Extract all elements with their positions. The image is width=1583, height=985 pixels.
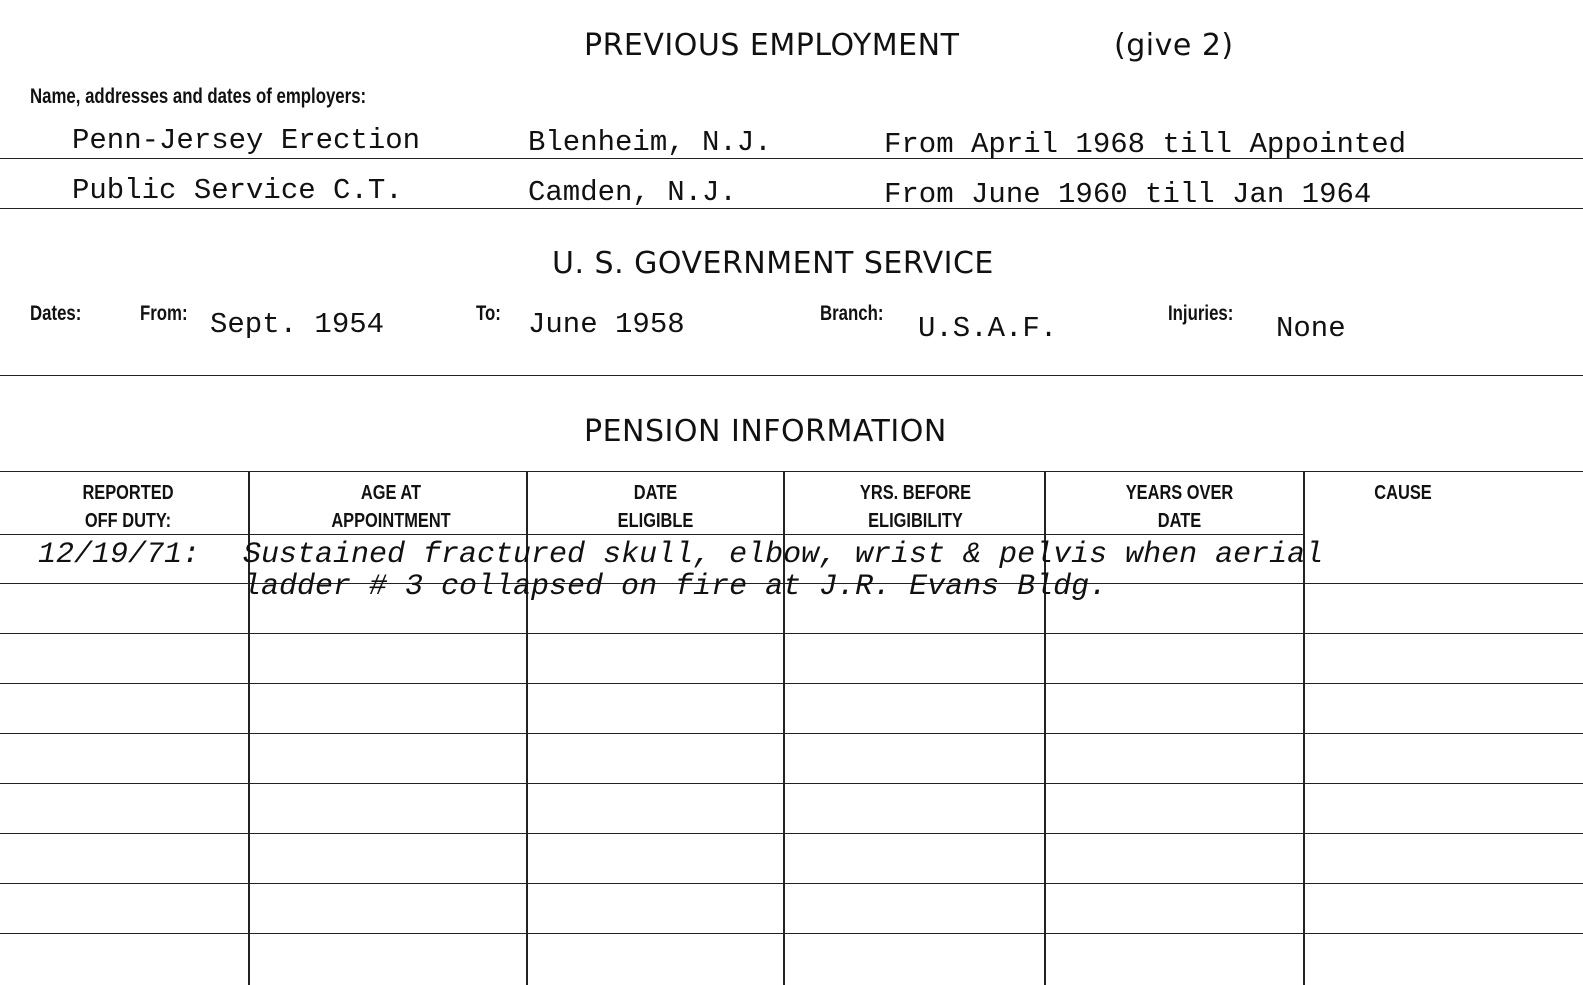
employer-1-rule [0,158,1583,159]
pension-row-rule [0,633,1583,634]
dates-label: Dates: [30,302,82,325]
employer-1-name: Penn-Jersey Erection [72,124,421,157]
to-value: June 1958 [528,308,685,341]
employer-1-dates: From April 1968 till Appointed [884,128,1407,161]
from-value: Sept. 1954 [210,308,385,341]
employer-2-name: Public Service C.T. [72,174,403,207]
government-service-rule [0,375,1583,376]
injuries-value: None [1276,312,1346,345]
give-two-note: (give 2) [1114,28,1234,63]
employers-label: Name, addresses and dates of employers: [30,85,367,108]
government-service-title: U. S. GOVERNMENT SERVICE [552,246,994,281]
previous-employment-title: PREVIOUS EMPLOYMENT [584,28,960,63]
employer-1-address: Blenheim, N.J. [528,126,772,159]
column-header-age-at-appointment: AGE AT APPOINTMENT [331,482,451,532]
pension-entry-line-2: ladder # 3 collapsed on fire at J.R. Evans Bldg. [243,570,1108,604]
pension-table-top-rule [0,471,1583,472]
column-header-cause: CAUSE [1374,482,1432,504]
from-label: From: [140,302,188,325]
pension-row-rule [0,783,1583,784]
column-header-reported-off-duty: REPORTED OFF DUTY: [82,482,174,532]
pension-row-rule [0,733,1583,734]
column-header-yrs-before-eligibility: YRS. BEFORE ELIGIBILITY [859,482,972,532]
employer-2-dates: From June 1960 till Jan 1964 [884,178,1372,211]
pension-row-rule [0,933,1583,934]
employer-2-rule [0,208,1583,209]
pension-entry-date: 12/19/71: [38,538,201,572]
column-header-date-eligible: DATE ELIGIBLE [617,482,694,532]
pension-information-title: PENSION INFORMATION [584,414,947,449]
column-header-years-over-date: YEARS OVER DATE [1125,482,1234,532]
branch-label: Branch: [820,302,884,325]
to-label: To: [476,302,501,325]
injuries-label: Injuries: [1168,302,1234,325]
pension-entry-line-1: Sustained fractured skull, elbow, wrist & pelvis when aerial [243,538,1324,572]
pension-row-rule [0,683,1583,684]
employer-2-address: Camden, N.J. [528,176,737,209]
pension-row-rule [0,883,1583,884]
branch-value: U.S.A.F. [918,312,1058,345]
pension-row-rule [0,833,1583,834]
